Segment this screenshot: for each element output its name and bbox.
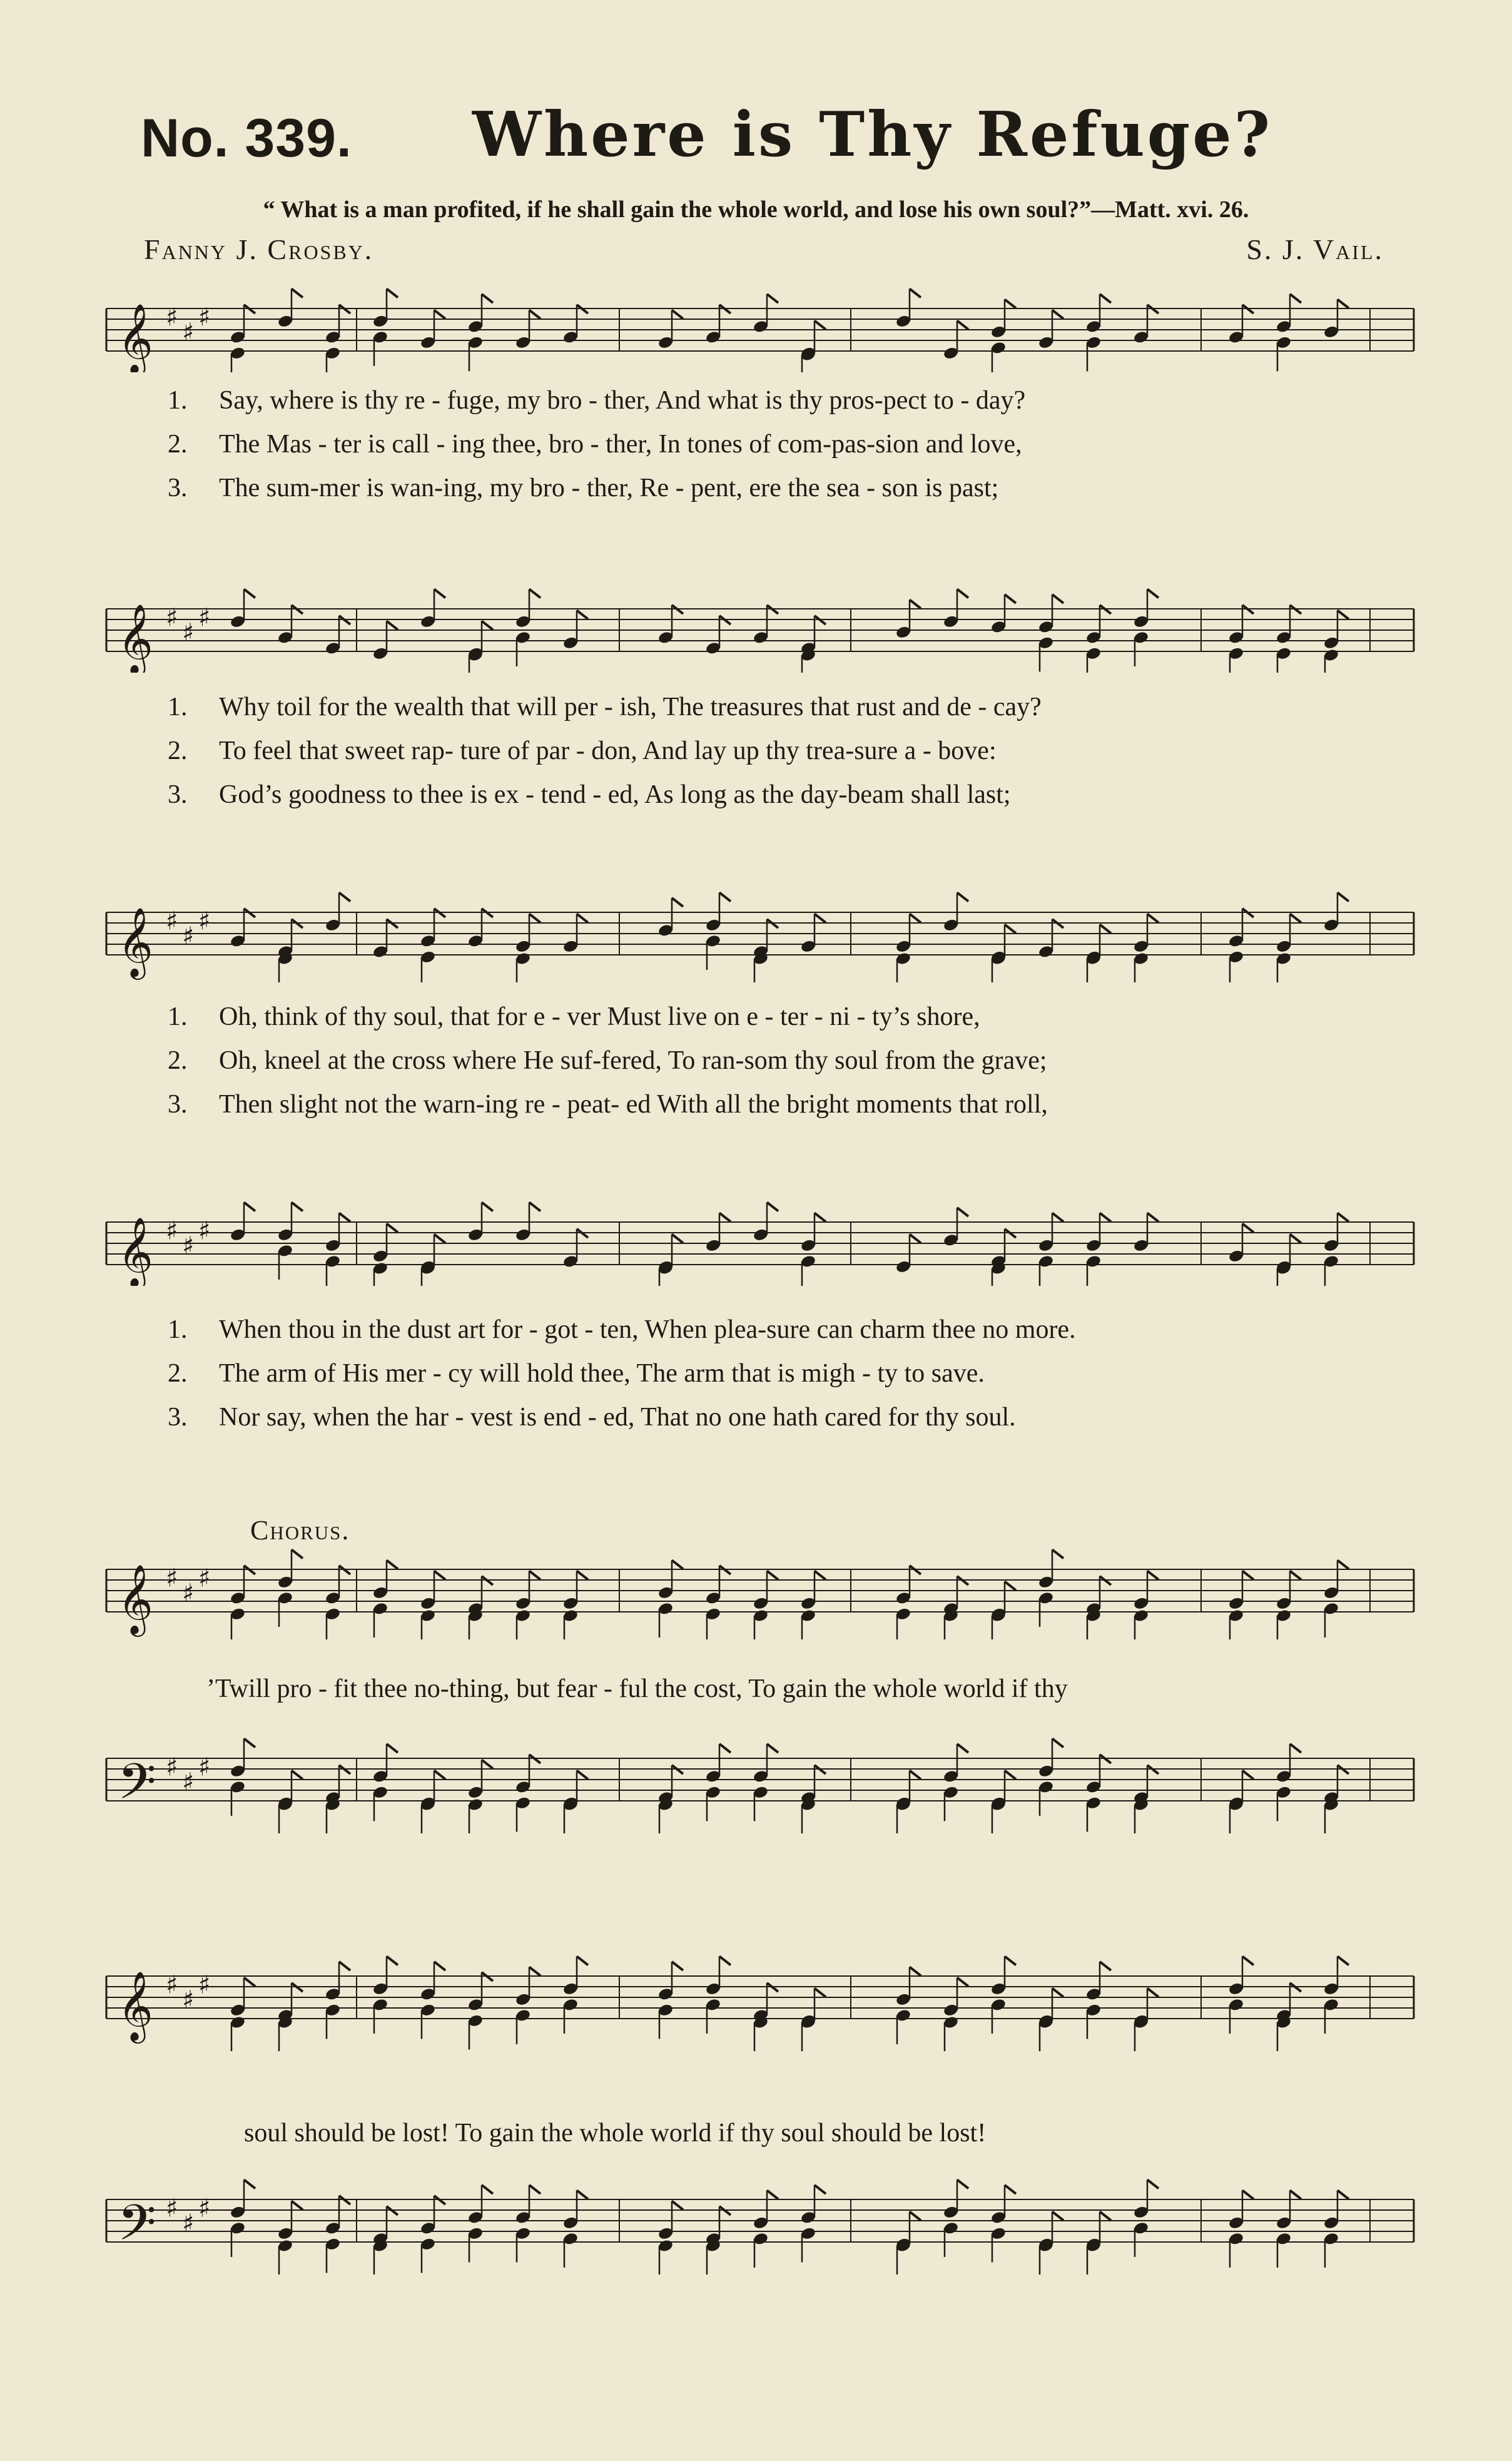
verse-lyric: The sum-mer is wan-ing, my bro - ther, Re - pent, ere the sea - son is past; — [219, 474, 999, 502]
verse-number: 3. — [168, 1090, 188, 1119]
svg-text:♯: ♯ — [198, 603, 211, 633]
treble-staff — [100, 585, 1420, 673]
music-system-3 — [100, 889, 1420, 1126]
lyricist-credit: Fanny J. Crosby. — [144, 233, 374, 265]
svg-text:𝄞: 𝄞 — [118, 1216, 153, 1286]
verse-number: 2. — [168, 736, 188, 765]
verse-lyric: When thou in the dust art for - got - ten, When plea-sure can charm thee no more. — [219, 1315, 1076, 1344]
chorus-bass-staff — [100, 1727, 1420, 1846]
verse-number: 3. — [168, 780, 188, 809]
svg-text:𝄞: 𝄞 — [118, 303, 153, 372]
verse-number: 1. — [168, 386, 188, 415]
svg-text:♯: ♯ — [182, 922, 195, 951]
verse-number: 1. — [168, 693, 188, 721]
verse-line — [168, 422, 1419, 466]
svg-text:♯: ♯ — [182, 1579, 195, 1608]
hymn-header — [141, 94, 1392, 188]
verse-lyric: Nor say, when the har - vest is end - ed, That no one hath cared for thy soul. — [219, 1403, 1016, 1432]
verse-line — [168, 1352, 1419, 1395]
chorus-lyric: ’Twill pro - fit thee no-thing, but fear - ful the cost, To gain the whole world if thy — [206, 1674, 1068, 1703]
verse-lyric: The arm of His mer - cy will hold thee, The arm that is migh - ty to save. — [219, 1359, 985, 1388]
chorus-system-1 — [100, 1514, 1420, 1865]
svg-text:♯: ♯ — [166, 303, 178, 332]
verse-lyric: Why toil for the wealth that will per - ish, The treasures that rust and de - cay? — [219, 693, 1042, 721]
verse-lyric: Oh, think of thy soul, that for e - ver Must live on e - ter - ni - ty’s shore, — [219, 1002, 980, 1031]
svg-text:♯: ♯ — [198, 1970, 211, 2000]
verse-lyric: God’s goodness to thee is ex - tend - ed, As long as the day-beam shall last; — [219, 780, 1011, 809]
verse-number: 3. — [168, 474, 188, 502]
svg-text:𝄞: 𝄞 — [118, 1970, 153, 2041]
svg-text:♯: ♯ — [198, 1753, 211, 1782]
svg-text:♯: ♯ — [182, 2209, 195, 2238]
verse-line — [168, 685, 1419, 729]
svg-text:♯: ♯ — [182, 618, 195, 648]
svg-text:♯: ♯ — [198, 303, 211, 332]
verse-line — [168, 379, 1419, 422]
svg-text:𝄢: 𝄢 — [118, 2194, 156, 2264]
chorus-system-2 — [100, 1952, 1420, 2303]
chorus-treble-staff — [100, 1546, 1420, 1639]
svg-text:♯: ♯ — [198, 1564, 211, 1593]
hymn-title: Where is Thy Refuge? — [472, 99, 1273, 171]
svg-text:♯: ♯ — [166, 1753, 178, 1782]
verse-line — [168, 729, 1419, 773]
verse-number: 2. — [168, 1359, 188, 1388]
svg-text:♯: ♯ — [166, 1564, 178, 1593]
verse-lyric: The Mas - ter is call - ing thee, bro - ther, In tones of com-pas-sion and love, — [219, 430, 1022, 459]
svg-text:♯: ♯ — [166, 1970, 178, 2000]
music-system-2 — [100, 585, 1420, 823]
treble-staff — [100, 285, 1420, 372]
svg-text:♯: ♯ — [182, 1985, 195, 2015]
composer-credit: S. J. Vail. — [1246, 233, 1384, 265]
verse-number: 1. — [168, 1315, 188, 1344]
svg-text:♯: ♯ — [166, 603, 178, 633]
svg-text:𝄞: 𝄞 — [118, 1564, 153, 1634]
verse-line — [168, 466, 1419, 510]
music-system-4 — [100, 1198, 1420, 1436]
hymn-number: No. 339. — [141, 108, 352, 168]
svg-text:♯: ♯ — [166, 1216, 178, 1246]
verse-line — [168, 1395, 1419, 1439]
svg-text:♯: ♯ — [198, 1216, 211, 1246]
verse-lyric: Oh, kneel at the cross where He suf-fered, To ran-som thy soul from the grave; — [219, 1046, 1047, 1075]
svg-text:♯: ♯ — [166, 2194, 178, 2223]
svg-text:𝄞: 𝄞 — [118, 907, 153, 977]
scripture-epigraph: “ What is a man profited, if he shall gain the whole world, and lose his own soul?”—Matt. xvi. 26. — [263, 196, 1249, 223]
verse-line — [168, 773, 1419, 817]
svg-text:♯: ♯ — [166, 907, 178, 936]
svg-text:𝄢: 𝄢 — [118, 1753, 156, 1823]
chorus-bass-staff — [100, 2168, 1420, 2287]
chorus-lyric: soul should be lost! To gain the whole world if thy soul should be lost! — [244, 2119, 987, 2148]
treble-staff — [100, 889, 1420, 982]
verse-line — [168, 995, 1419, 1039]
verse-lyric: Then slight not the warn-ing re - peat- ed With all the bright moments that roll, — [219, 1090, 1048, 1119]
verse-line — [168, 1083, 1419, 1126]
verse-number: 3. — [168, 1403, 188, 1432]
verse-line — [168, 1039, 1419, 1083]
svg-text:♯: ♯ — [198, 907, 211, 936]
verse-number: 1. — [168, 1002, 188, 1031]
verse-line — [168, 1308, 1419, 1352]
svg-text:♯: ♯ — [198, 2194, 211, 2223]
svg-text:♯: ♯ — [182, 1231, 195, 1261]
verse-number: 2. — [168, 430, 188, 459]
svg-text:♯: ♯ — [182, 318, 195, 347]
svg-text:𝄞: 𝄞 — [118, 603, 153, 673]
verse-lyric: To feel that sweet rap- ture of par - don, And lay up thy trea-sure a - bove: — [219, 736, 997, 765]
verse-lyric: Say, where is thy re - fuge, my bro - ther, And what is thy pros-pect to - day? — [219, 386, 1026, 415]
chorus-label: Chorus. — [250, 1515, 350, 1546]
treble-staff — [100, 1198, 1420, 1286]
verse-number: 2. — [168, 1046, 188, 1075]
music-system-1 — [100, 285, 1420, 522]
svg-text:♯: ♯ — [182, 1768, 195, 1797]
chorus-treble-staff — [100, 1952, 1420, 2071]
